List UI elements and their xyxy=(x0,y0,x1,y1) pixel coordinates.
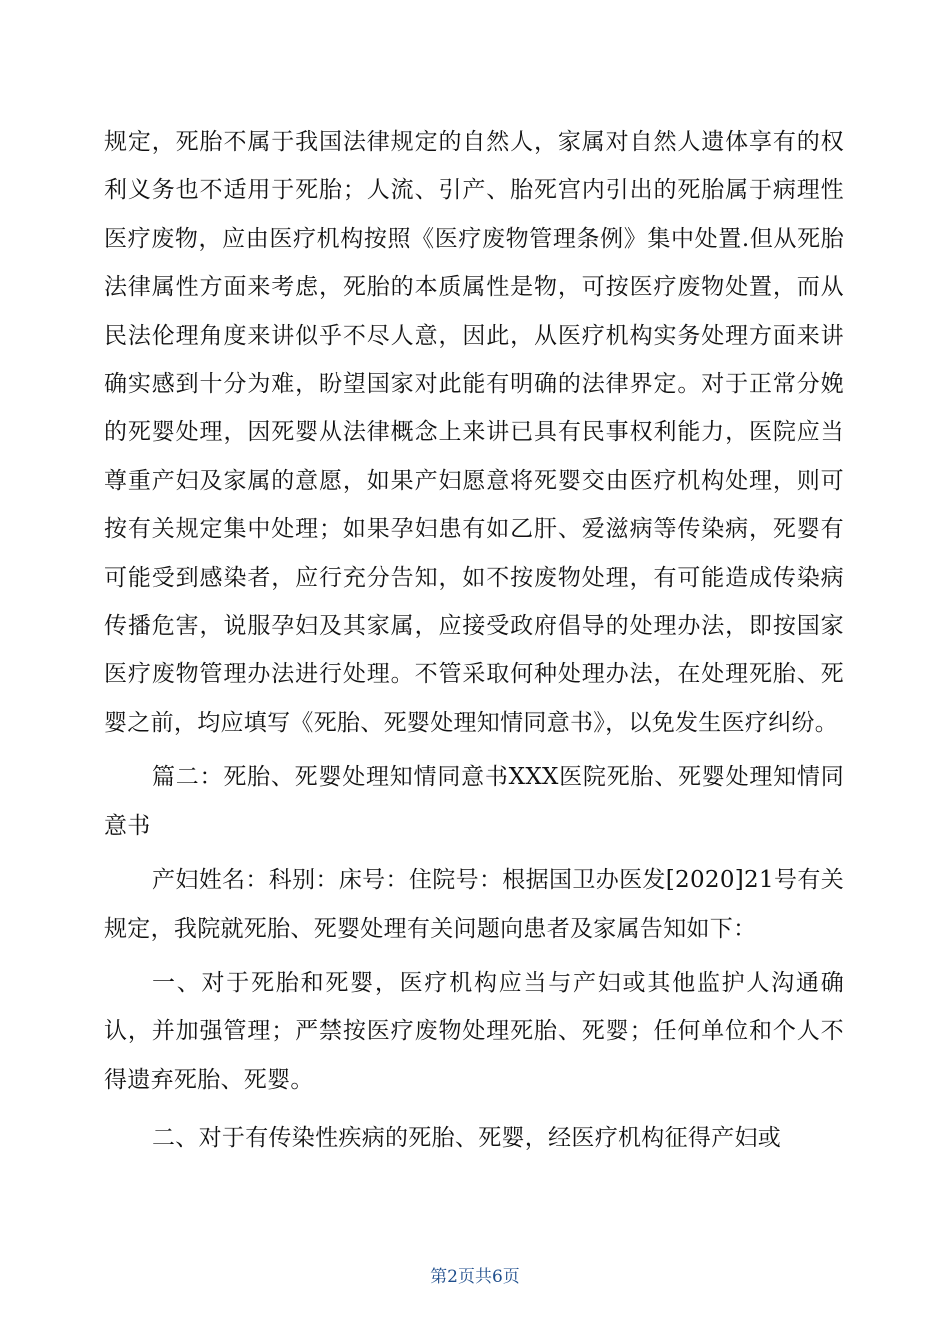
paragraph-patient-info: 产妇姓名：科别：床号：住院号：根据国卫办医发[2020]21号有关规定，我院就死胎、死婴处理有关问题向患者及家属告知如下： xyxy=(104,867,844,942)
page-number-footer: 第2页共6页 xyxy=(430,1267,520,1287)
paragraph-continuation: 规定，死胎不属于我国法律规定的自然人，家属对自然人遗体享有的权利义务也不适用于死胎；人流、引产、胎死宫内引出的死胎属于病理性医疗废物，应由医疗机构按照《医疗废物管理条例》集中处置.但从死胎法律属性方面来考虑，死胎的本质属性是物，可按医疗废物处置，而从民法伦理角度来讲似乎不尽人意，因此，从医疗机构实务处理方面来讲确实感到十分为难，盼望国家对此能有明确的法律界定。对于正常分娩的死婴处理，因死婴从法律概念上来讲已具有民事权利能力，医院应当尊重产妇及家属的意愿，如果产妇愿意将死婴交由医疗机构处理，则可按有关规定集中处理；如果孕妇患有如乙肝、爱滋病等传染病，死婴有可能受到感染者，应行充分告知，如不按废物处理，有可能造成传染病传播危害，说服孕妇及其家属，应接受政府倡导的处理办法，即按国家医疗废物管理办法进行处理。不管采取何种处理办法，在处理死胎、死婴之前，均应填写《死胎、死婴处理知情同意书》，以免发生医疗纠纷。 xyxy=(104,129,844,736)
paragraph-item-1: 一、对于死胎和死婴，医疗机构应当与产妇或其他监护人沟通确认，并加强管理；严禁按医疗废物处理死胎、死婴；任何单位和个人不得遗弃死胎、死婴。 xyxy=(104,969,844,1093)
document-body xyxy=(104,118,844,1163)
paragraph-section-title: 篇二：死胎、死婴处理知情同意书XXX医院死胎、死婴处理知情同意书 xyxy=(104,764,844,839)
paragraph-item-2: 二、对于有传染性疾病的死胎、死婴，经医疗机构征得产妇或 xyxy=(152,1125,782,1152)
